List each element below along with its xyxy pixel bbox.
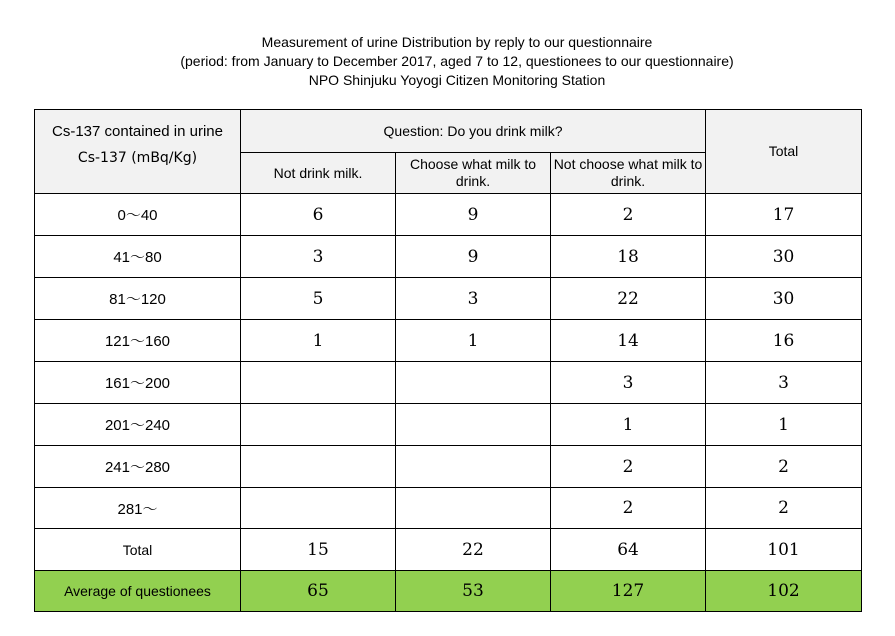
total-cell: 22 <box>396 529 551 571</box>
header-row-1 <box>35 110 862 153</box>
range-cell: 81～120 <box>35 278 241 320</box>
range-cell: 201～240 <box>35 404 241 446</box>
column-header-choose: Choose what milk to drink. <box>396 153 551 194</box>
value-cell: 1 <box>241 320 396 362</box>
table-row <box>35 446 862 488</box>
value-cell: 3 <box>396 278 551 320</box>
table-row <box>35 362 862 404</box>
value-cell <box>396 488 551 529</box>
value-cell: 18 <box>551 236 706 278</box>
distribution-table <box>34 109 862 612</box>
grand-total-cell: 101 <box>706 529 862 571</box>
value-cell: 3 <box>241 236 396 278</box>
average-cell: 127 <box>551 571 706 612</box>
total-row <box>35 529 862 571</box>
value-cell: 1 <box>551 404 706 446</box>
value-cell: 9 <box>396 194 551 236</box>
row-total-cell: 17 <box>706 194 862 236</box>
title-line-1: Measurement of urine Distribution by reply to our questionnaire <box>261 34 653 50</box>
row-total-cell: 2 <box>706 488 862 529</box>
value-cell: 6 <box>241 194 396 236</box>
column-header-not-choose: Not choose what milk to drink. <box>551 153 706 194</box>
range-cell: 241～280 <box>35 446 241 488</box>
value-cell <box>241 404 396 446</box>
table-row <box>35 278 862 320</box>
title-line-3: NPO Shinjuku Yoyogi Citizen Monitoring Station <box>308 72 606 88</box>
value-cell <box>241 488 396 529</box>
value-cell: 3 <box>551 362 706 404</box>
row-total-cell: 3 <box>706 362 862 404</box>
value-cell <box>396 404 551 446</box>
value-cell <box>396 362 551 404</box>
total-header: Total <box>706 110 862 194</box>
value-cell: 9 <box>396 236 551 278</box>
row-total-cell: 30 <box>706 278 862 320</box>
row-label-header-line-2: Cs-137 (mBq/Kg) <box>77 149 198 166</box>
value-cell: 1 <box>396 320 551 362</box>
value-cell: 22 <box>551 278 706 320</box>
table-row <box>35 236 862 278</box>
average-row <box>35 571 862 612</box>
row-total-cell: 2 <box>706 446 862 488</box>
range-cell: 161～200 <box>35 362 241 404</box>
range-cell: 41～80 <box>35 236 241 278</box>
table-row <box>35 194 862 236</box>
row-total-cell: 16 <box>706 320 862 362</box>
value-cell: 5 <box>241 278 396 320</box>
average-row-label: Average of questionees <box>35 571 241 612</box>
value-cell <box>241 446 396 488</box>
title-block <box>0 33 895 90</box>
range-cell: 0～40 <box>35 194 241 236</box>
title-line-2: (period: from January to December 2017, aged 7 to 12, questionees to our questionnaire) <box>180 53 734 69</box>
average-cell: 53 <box>396 571 551 612</box>
table-row <box>35 488 862 529</box>
range-cell: 121～160 <box>35 320 241 362</box>
value-cell: 2 <box>551 194 706 236</box>
row-label-header-line-1: Cs-137 contained in urine <box>52 122 223 140</box>
row-label-header <box>35 110 241 194</box>
average-cell: 65 <box>241 571 396 612</box>
total-cell: 15 <box>241 529 396 571</box>
total-row-label: Total <box>35 529 241 571</box>
value-cell: 14 <box>551 320 706 362</box>
table-row <box>35 320 862 362</box>
table-row <box>35 404 862 446</box>
average-total-cell: 102 <box>706 571 862 612</box>
value-cell: 2 <box>551 488 706 529</box>
total-cell: 64 <box>551 529 706 571</box>
value-cell <box>396 446 551 488</box>
value-cell <box>241 362 396 404</box>
column-header-not-drink: Not drink milk. <box>241 153 396 194</box>
range-cell: 281～ <box>35 488 241 529</box>
row-total-cell: 30 <box>706 236 862 278</box>
row-total-cell: 1 <box>706 404 862 446</box>
question-header: Question: Do you drink milk? <box>241 110 706 153</box>
value-cell: 2 <box>551 446 706 488</box>
